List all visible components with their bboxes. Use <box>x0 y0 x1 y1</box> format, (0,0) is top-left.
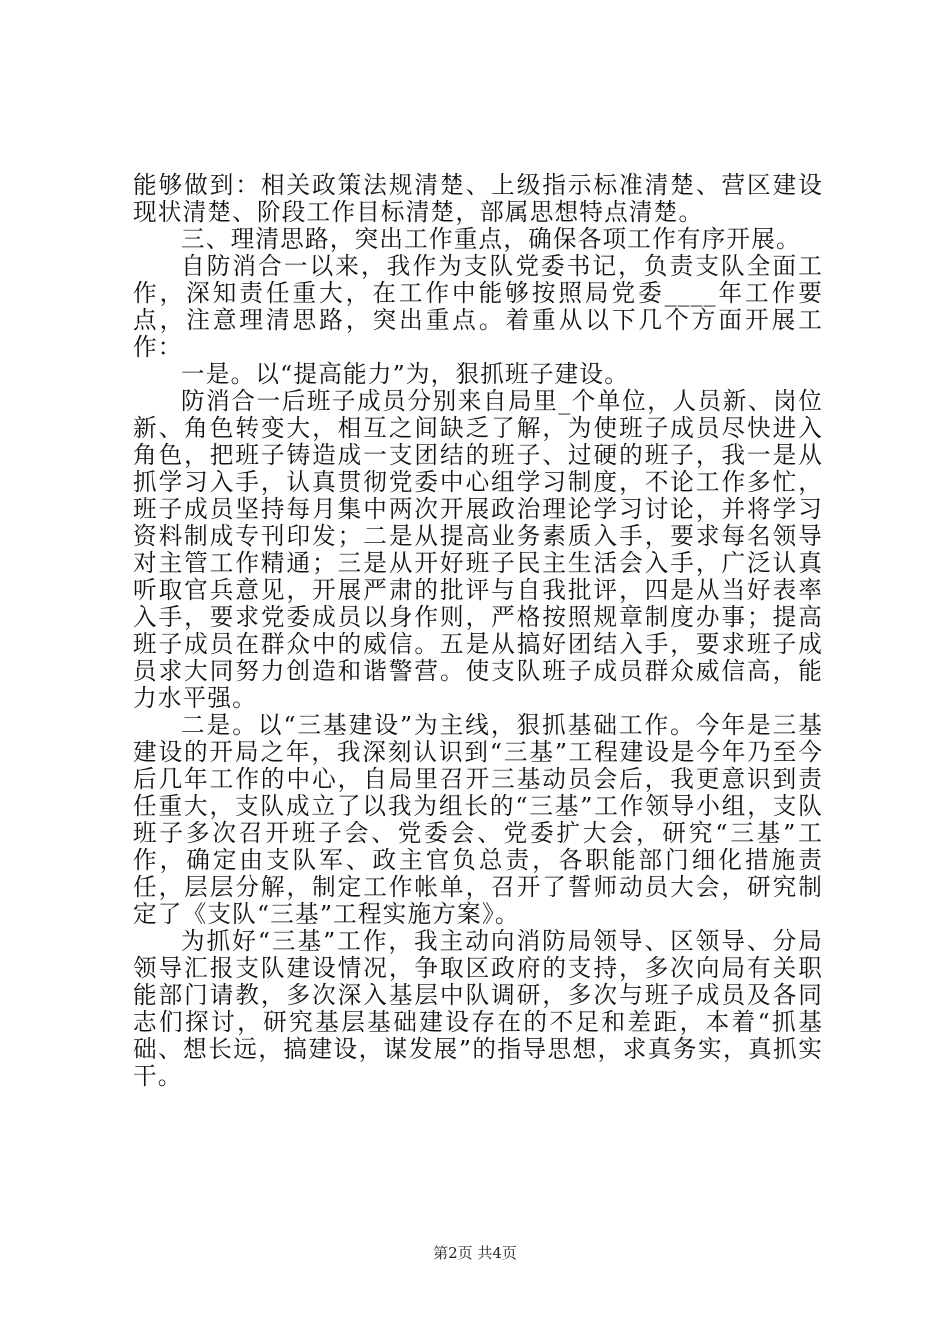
paragraph-1: 能够做到：相关政策法规清楚、上级指示标准清楚、营区建设现状清楚、阶段工作目标清楚，部属思想特点清楚。 <box>133 171 823 226</box>
paragraph-3: 防消合一后班子成员分别来自局里_个单位，人员新、岗位新、角色转变大，相互之间缺乏了解，为使班子成员尽快进入角色，把班子铸造成一支团结的班子、过硬的班子，我一是从抓学习入手，认真贯彻党委中心组学习制度，不论工作多忙，班子成员坚持每月集中两次开展政治理论学习讨论，并将学习资料制成专刊印发；二是从提高业务素质入手，要求每名领导对主管工作精通；三是从开好班子民主生活会入手，广泛认真听取官兵意见，开展严肃的批评与自我批评，四是从当好表率入手，要求党委成员以身作则，严格按照规章制度办事；提高班子成员在群众中的威信。五是从搞好团结入手，要求班子成员求大同努力创造和谐警营。使支队班子成员群众威信高，能力水平强。 <box>133 387 823 712</box>
paragraph-4: 二是。以“三基建设”为主线，狠抓基础工作。今年是三基建设的开局之年，我深刻认识到“三基”工程建设是今年乃至今后几年工作的中心，自局里召开三基动员会后，我更意识到责任重大，支队成立了以我为组长的“三基”工作领导小组，支队班子多次召开班子会、党委会、党委扩大会，研究“三基”工作，确定由支队军、政主官负总责，各职能部门细化措施责任，层层分解，制定工作帐单，召开了誓师动员大会，研究制定了《支队“三基”工程实施方案》。 <box>133 711 823 928</box>
page-number-footer: 第2页 共4页 <box>433 1244 517 1262</box>
document-body <box>133 172 823 1090</box>
section-heading-3: 三、理清思路，突出工作重点，确保各项工作有序开展。 <box>181 225 801 253</box>
subheading-1: 一是。以“提高能力”为，狠抓班子建设。 <box>181 360 630 388</box>
paragraph-2: 自防消合一以来，我作为支队党委书记，负责支队全面工作，深知责任重大，在工作中能够按照局党委____年工作要点，注意理清思路，突出重点。着重从以下几个方面开展工作： <box>133 252 823 361</box>
paragraph-5: 为抓好“三基”工作，我主动向消防局领导、区领导、分局领导汇报支队建设情况，争取区政府的支持，多次向局有关职能部门请教，多次深入基层中队调研，多次与班子成员及各同志们探讨，研究基层基础建设存在的不足和差距，本着“抓基础、想长远，搞建设，谋发展”的指导思想，求真务实，真抓实干。 <box>133 927 823 1090</box>
